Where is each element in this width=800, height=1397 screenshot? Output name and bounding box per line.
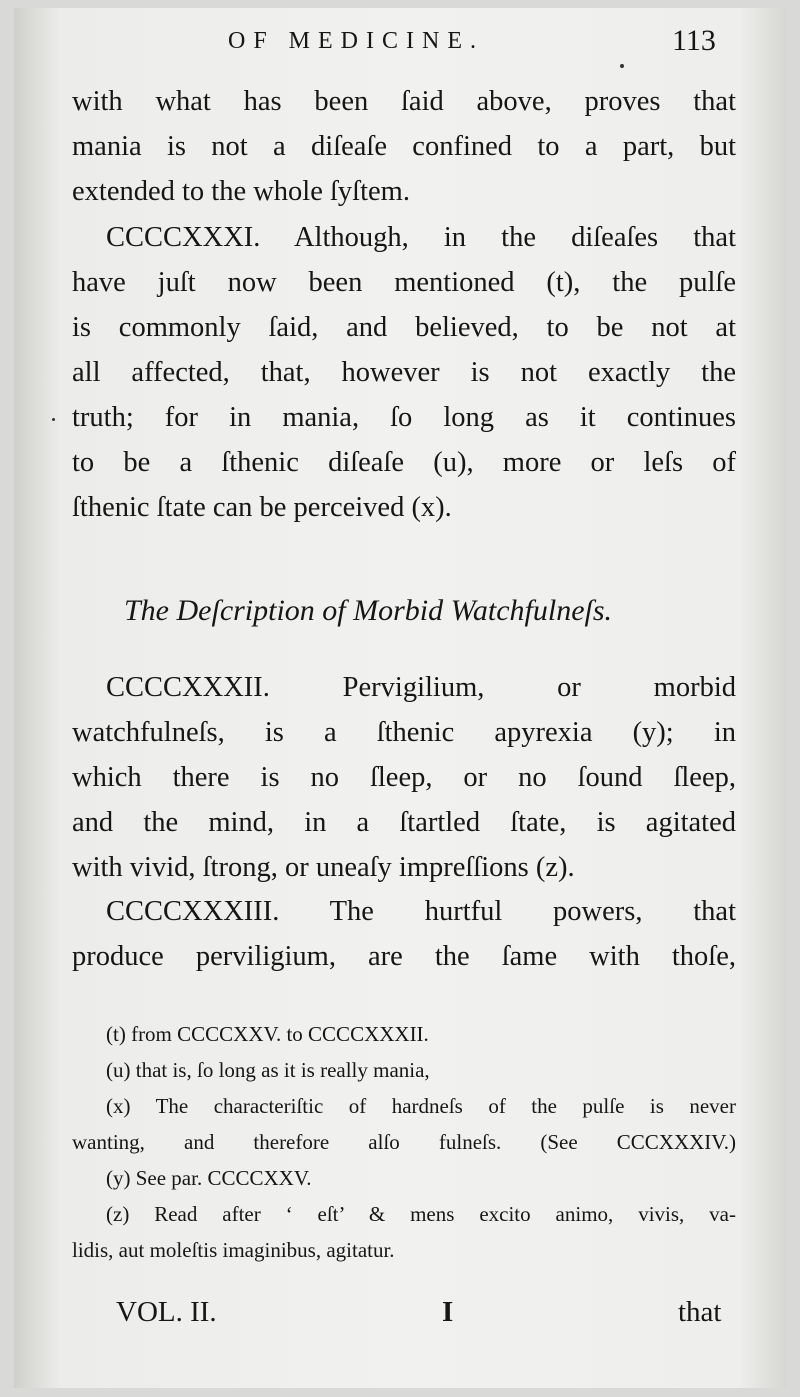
footnote-z: (z) Read after ‘ eſt’ & mens excito animo, vivis, va- — [106, 1202, 736, 1226]
text-line: and the mind, in a ſtartled ſtate, is agitated — [72, 807, 736, 838]
footnote-x-continued: wanting, and therefore alſo fulneſs. (See CCCXXXIV.) — [72, 1130, 736, 1154]
footnote-x: (x) The characteriſtic of hardneſs of the pulſe is never — [106, 1094, 736, 1118]
text-line: mania is not a diſeaſe confined to a part, but — [72, 131, 736, 162]
catchword: that — [678, 1296, 722, 1328]
footnote-y: (y) See par. CCCCXXV. — [106, 1166, 312, 1190]
text-line: CCCCXXXIII. The hurtful powers, that — [106, 896, 736, 927]
footnote-t: (t) from CCCCXXV. to CCCCXXXII. — [106, 1022, 429, 1046]
ink-speck — [52, 418, 55, 421]
signature-mark: I — [442, 1296, 454, 1328]
text-line: with what has been ſaid above, proves that — [72, 86, 736, 117]
volume-mark: VOL. II. — [116, 1296, 217, 1328]
page-number: 113 — [672, 24, 716, 57]
text-line: CCCCXXXII. Pervigilium, or morbid — [106, 672, 736, 703]
running-head — [14, 24, 786, 62]
text-line: watchfulneſs, is a ſthenic apyrexia (y); in — [72, 717, 736, 748]
text-line: is commonly ſaid, and believed, to be not at — [72, 312, 736, 343]
text-line: produce perviligium, are the ſame with thoſe, — [72, 941, 736, 972]
page-footer — [14, 1296, 786, 1336]
text-line: with vivid, ſtrong, or uneaſy impreſſions (z). — [72, 852, 575, 883]
running-title: OF MEDICINE. — [228, 28, 484, 54]
text-line: have juſt now been mentioned (t), the pulſe — [72, 267, 736, 298]
text-line: truth; for in mania, ſo long as it continues — [72, 402, 736, 433]
text-line: to be a ſthenic diſeaſe (u), more or leſs of — [72, 447, 736, 478]
text-line: ſthenic ſtate can be perceived (x). — [72, 492, 452, 523]
text-line: which there is no ſleep, or no ſound ſleep, — [72, 762, 736, 793]
footnote-u: (u) that is, ſo long as it is really mania, — [106, 1058, 430, 1082]
section-heading: The Deſcription of Morbid Watchfulneſs. — [124, 594, 613, 627]
footnote-z-continued: lidis, aut moleſtis imaginibus, agitatur. — [72, 1238, 395, 1262]
text-line: all affected, that, however is not exactly the — [72, 357, 736, 388]
text-line: CCCCXXXI. Although, in the diſeaſes that — [106, 222, 736, 253]
book-page — [14, 8, 786, 1388]
ink-speck — [620, 64, 624, 68]
text-line: extended to the whole ſyſtem. — [72, 176, 410, 207]
